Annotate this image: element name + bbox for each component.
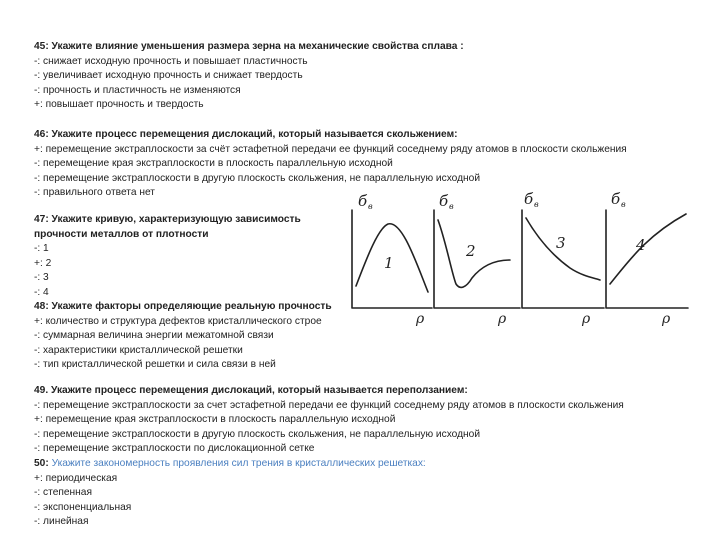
answer-option: +: количество и структура дефектов кристаллического строе: [34, 315, 322, 327]
question-49-title: 49. Укажите процесс перемещения дислокаций, который называется переползанием:: [34, 385, 468, 396]
question-50-title: [34, 457, 426, 472]
answer-option: +: перемещение экстраплоскости за счёт эстафетной передачи ее функций соседнему ряду атомов в плоскости скольжения: [34, 143, 627, 155]
answer-option: +: периодическая: [34, 472, 118, 484]
answer-option: +: перемещение края экстраплоскости в плоскость параллельную исходной: [34, 414, 396, 426]
question-49: [34, 384, 624, 457]
answer-option: +: 2: [34, 257, 52, 269]
panel-1-y-sub: в: [368, 202, 373, 211]
question-50: [34, 457, 426, 530]
panel-1-x-label: ρ: [416, 311, 425, 327]
panel-2-x-label: ρ: [498, 311, 507, 327]
question-50-text: Укажите закономерность проявления сил трения в кристаллических решетках:: [48, 458, 426, 469]
question-47-title-line1: 47: Укажите кривую, характеризующую зависимость: [34, 214, 301, 225]
curve-4-label: 4: [636, 236, 646, 254]
answer-option: -: экспоненциальная: [34, 501, 132, 513]
answer-option: -: правильного ответа нет: [34, 187, 155, 199]
panel-3-y-sub: в: [534, 200, 539, 209]
panel-3-y-label: б: [524, 190, 534, 208]
answer-option: -: перемещение края экстраплоскости в плоскость параллельную исходной: [34, 158, 393, 170]
question-45-title: 45: Укажите влияние уменьшения размера зерна на механические свойства сплава :: [34, 41, 464, 52]
answer-option: -: степенная: [34, 487, 92, 499]
answer-option: -: увеличивает исходную прочность и снижает твердость: [34, 70, 303, 82]
answer-option: -: тип кристаллической решетки и сила связи в ней: [34, 359, 276, 371]
answer-option: +: повышает прочность и твердость: [34, 99, 204, 111]
answer-option: -: перемещение экстраплоскости в другую плоскость скольжения, не параллельную исходной: [34, 428, 481, 440]
answer-option: -: 1: [34, 243, 49, 255]
answer-option: -: прочность и пластичность не изменяются: [34, 84, 241, 96]
panel-4-y-label: б: [611, 190, 621, 208]
answer-option: -: перемещение экстраплоскости в другую плоскость скольжения, не параллельную исходной: [34, 172, 481, 184]
answer-option: -: характеристики кристаллической решетки: [34, 344, 243, 356]
question-48-title: 48: Укажите факторы определяющие реальную прочность: [34, 301, 332, 312]
question-48: [34, 300, 342, 373]
answer-option: -: суммарная величина энергии межатомной связи: [34, 330, 274, 342]
question-47: [34, 213, 301, 301]
answer-option: -: перемещение экстраплоскости по дислокационной сетке: [34, 443, 315, 455]
answer-option: -: снижает исходную прочность и повышает пластичность: [34, 55, 308, 67]
curve-2-label: 2: [466, 242, 476, 260]
curve-4: [610, 214, 686, 284]
question-46-title: 46: Укажите процесс перемещения дислокаций, который называется скольжением:: [34, 129, 458, 140]
panel-3-x-label: ρ: [582, 311, 591, 327]
curve-3-label: 3: [556, 234, 566, 252]
panel-2-y-sub: в: [449, 202, 454, 211]
panel-1-y-label: б: [358, 192, 368, 210]
answer-option: -: перемещение экстраплоскости за счет эстафетной передачи ее функций соседнему ряду атомов в плоскости скольжения: [34, 399, 624, 411]
answer-option: -: 3: [34, 272, 49, 284]
panel-4-axes: [606, 210, 688, 308]
panel-3-axes: [522, 210, 604, 308]
curve-1-label: 1: [384, 254, 394, 272]
answer-option: -: 4: [34, 286, 49, 298]
panel-2-y-label: б: [439, 192, 449, 210]
panel-4-x-label: ρ: [662, 311, 671, 327]
answer-option: -: линейная: [34, 516, 89, 528]
question-47-title-line2: прочности металлов от плотности: [34, 228, 209, 240]
panel-4-y-sub: в: [621, 200, 626, 209]
question-45: [34, 40, 464, 113]
question-50-number: 50:: [34, 458, 49, 469]
panel-2-axes: [434, 210, 520, 308]
strength-density-figure: [342, 190, 720, 335]
